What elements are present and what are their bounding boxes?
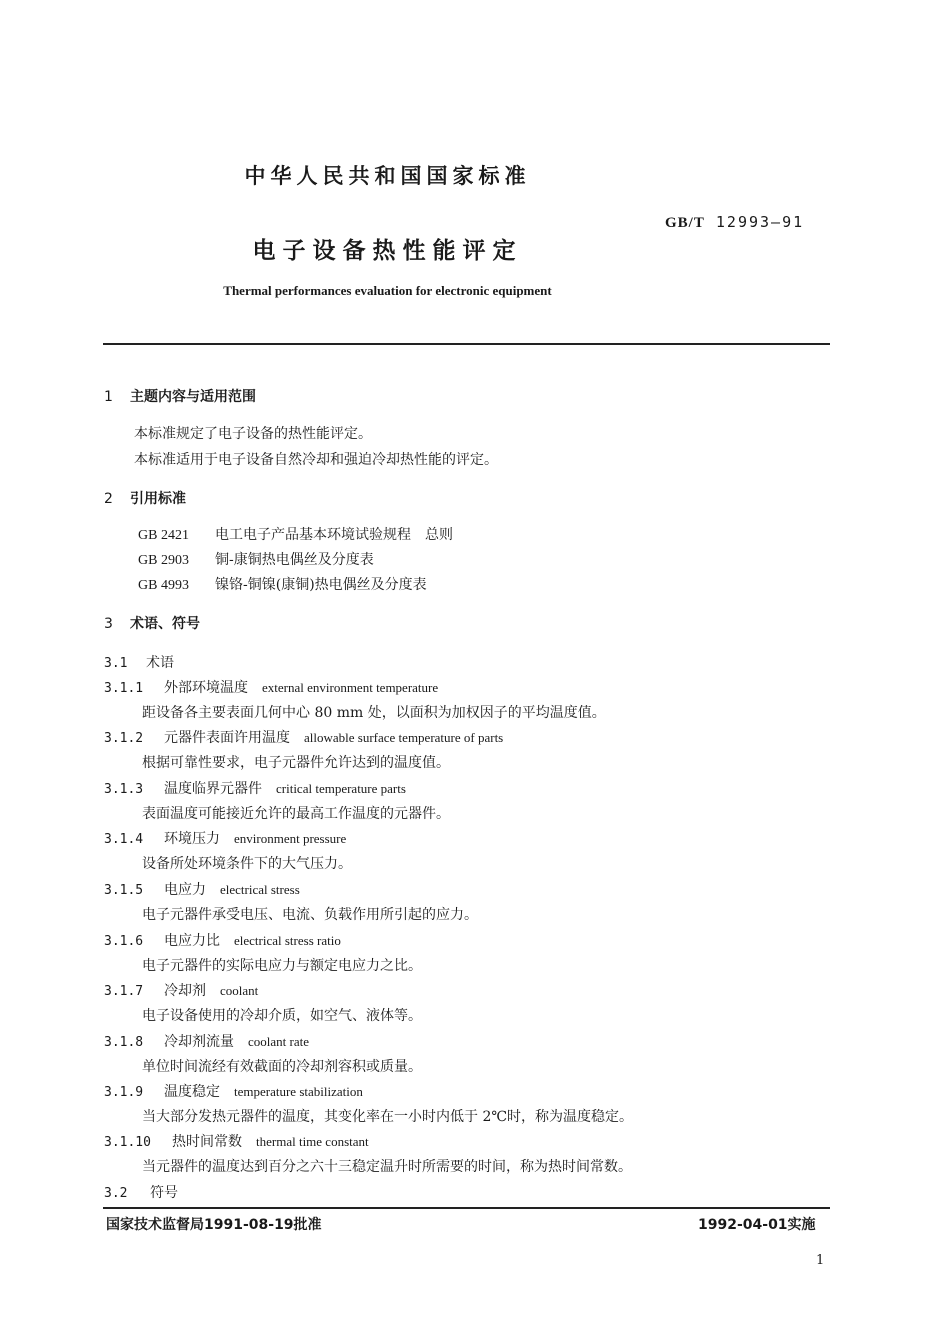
reference-title: 铜-康铜热电偶丝及分度表 — [215, 552, 374, 568]
subsection-title: 术语 — [146, 655, 174, 671]
section-2-heading — [104, 488, 186, 508]
term-definition: 表面温度可能接近允许的最高工作温度的元器件。 — [142, 806, 450, 822]
term-cn: 环境压力 — [164, 831, 220, 847]
term-definition: 距设备各主要表面几何中心 80 mm 处，以面积为加权因子的平均温度值。 — [142, 705, 606, 721]
reference-code: GB 2421 — [138, 528, 189, 543]
approval-date: 国家技术监督局1991-08-19批准 — [106, 1217, 322, 1233]
term-heading — [104, 879, 300, 899]
term-en: environment pressure — [234, 831, 347, 846]
term-cn: 电应力 — [164, 882, 206, 898]
term-en: electrical stress ratio — [234, 933, 341, 948]
term-cn: 元器件表面许用温度 — [164, 730, 290, 746]
term-cn: 热时间常数 — [172, 1134, 242, 1150]
term-cn: 电应力比 — [164, 933, 220, 949]
term-heading — [104, 1131, 369, 1151]
term-number: 3.1.9 — [104, 1085, 144, 1100]
national-standard-heading: 中华人民共和国国家标准 — [244, 164, 531, 188]
term-heading — [104, 677, 438, 697]
term-en: allowable surface temperature of parts — [304, 730, 504, 745]
term-en: coolant — [220, 983, 259, 998]
term-definition: 设备所处环境条件下的大气压力。 — [142, 856, 352, 872]
term-en: coolant rate — [248, 1034, 309, 1049]
term-heading — [104, 727, 503, 747]
reference-item — [138, 574, 427, 594]
reference-item — [138, 549, 374, 569]
header-divider — [103, 343, 830, 345]
section-title: 引用标准 — [130, 491, 186, 507]
term-cn: 温度临界元器件 — [164, 781, 262, 797]
effective-date: 1992-04-01实施 — [698, 1217, 816, 1233]
term-number: 3.1.5 — [104, 883, 144, 898]
term-en: electrical stress — [220, 882, 300, 897]
term-cn: 冷却剂流量 — [164, 1034, 234, 1050]
section-title: 主题内容与适用范围 — [130, 389, 256, 405]
term-definition: 电子元器件承受电压、电流、负载作用所引起的应力。 — [142, 907, 478, 923]
term-definition: 当大部分发热元器件的温度，其变化率在一小时内低于 2℃时，称为温度稳定。 — [142, 1109, 634, 1125]
reference-title: 电工电子产品基本环境试验规程 总则 — [215, 527, 453, 543]
paragraph: 本标准规定了电子设备的热性能评定。 — [134, 426, 372, 442]
term-heading — [104, 980, 258, 1000]
term-en: external environment temperature — [262, 680, 439, 695]
term-number: 3.1.8 — [104, 1035, 144, 1050]
section-number: 2 — [104, 491, 113, 507]
page-number: 1 — [816, 1253, 825, 1268]
term-number: 3.1.1 — [104, 681, 144, 696]
term-definition: 电子元器件的实际电应力与额定电应力之比。 — [142, 958, 422, 974]
term-number: 3.1.7 — [104, 984, 144, 999]
subsection-3-2 — [104, 1182, 178, 1202]
term-heading — [104, 930, 341, 950]
reference-title: 镍铬-铜镍(康铜)热电偶丝及分度表 — [215, 577, 427, 593]
subsection-number: 3.1 — [104, 656, 128, 671]
term-number: 3.1.3 — [104, 782, 144, 797]
section-title: 术语、符号 — [130, 616, 200, 632]
reference-item — [138, 524, 453, 544]
term-number: 3.1.2 — [104, 731, 144, 746]
term-en: temperature stabilization — [234, 1084, 363, 1099]
term-heading — [104, 778, 406, 798]
term-heading — [104, 1081, 363, 1101]
section-1-heading — [104, 386, 256, 406]
reference-code: GB 4993 — [138, 578, 189, 593]
document-title-en: Thermal performances evaluation for electronic equipment — [223, 283, 552, 298]
term-definition: 单位时间流经有效截面的冷却剂容积或质量。 — [142, 1059, 422, 1075]
term-cn: 冷却剂 — [164, 983, 206, 999]
footer-divider — [103, 1207, 830, 1209]
term-cn: 外部环境温度 — [164, 680, 248, 696]
term-definition: 根据可靠性要求，电子元器件允许达到的温度值。 — [142, 755, 450, 771]
standard-code — [665, 213, 804, 232]
reference-code: GB 2903 — [138, 553, 189, 568]
term-en: critical temperature parts — [276, 781, 406, 796]
code-prefix: GB/T — [665, 215, 705, 231]
code-number: 12993—91 — [715, 213, 805, 231]
term-number: 3.1.4 — [104, 832, 144, 847]
term-en: thermal time constant — [256, 1134, 369, 1149]
subsection-number: 3.2 — [104, 1186, 128, 1201]
subsection-3-1 — [104, 652, 174, 672]
section-number: 3 — [104, 616, 113, 632]
term-number: 3.1.10 — [104, 1135, 151, 1150]
paragraph: 本标准适用于电子设备自然冷却和强迫冷却热性能的评定。 — [134, 452, 498, 468]
document-title-cn: 电子设备热性能评定 — [252, 238, 523, 264]
subsection-title: 符号 — [150, 1185, 178, 1201]
term-number: 3.1.6 — [104, 934, 144, 949]
section-3-heading — [104, 613, 200, 633]
term-cn: 温度稳定 — [164, 1084, 220, 1100]
term-definition: 当元器件的温度达到百分之六十三稳定温升时所需要的时间，称为热时间常数。 — [142, 1159, 632, 1175]
term-heading — [104, 1031, 309, 1051]
term-definition: 电子设备使用的冷却介质，如空气、液体等。 — [142, 1008, 422, 1024]
section-number: 1 — [104, 389, 113, 405]
term-heading — [104, 828, 346, 848]
